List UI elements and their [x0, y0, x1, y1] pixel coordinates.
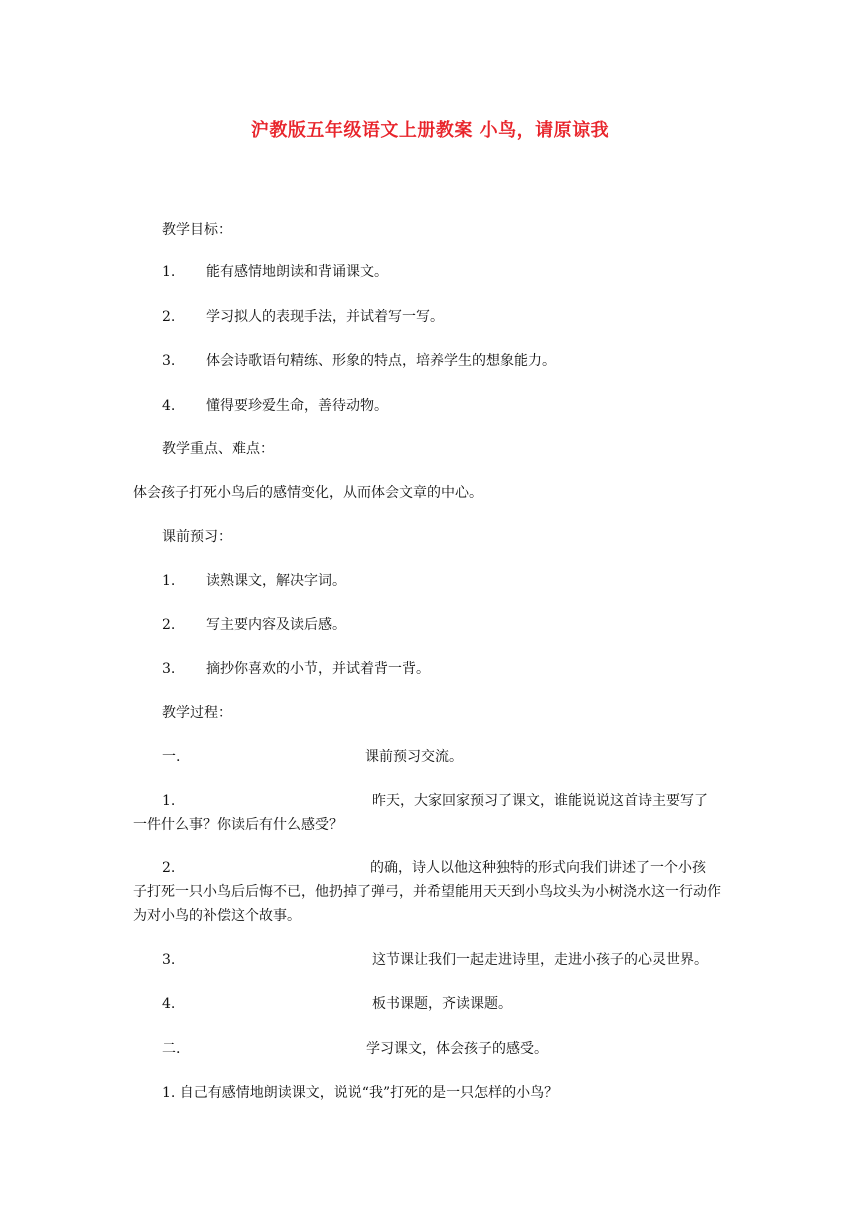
key-points-text: 体会孩子打死小鸟后的感情变化，从而体会文章的中心。	[133, 485, 483, 501]
preview-number: 2.	[162, 617, 176, 633]
section-one-item-text: 的确，诗人以他这种独特的形式向我们讲述了一个小孩	[370, 860, 706, 876]
document-title: 沪教版五年级语文上册教案 小鸟，请原谅我	[250, 120, 610, 141]
preview-number: 3.	[162, 661, 176, 677]
section-one-number: 一.	[162, 749, 181, 765]
objective-text: 能有感情地朗读和背诵课文。	[206, 264, 388, 280]
preview-number: 1.	[162, 573, 176, 589]
section-one-item-number: 1.	[162, 793, 176, 809]
section-one-item-number: 4.	[162, 996, 176, 1012]
section-one-item-text: 这节课让我们一起走进诗里，走进小孩子的心灵世界。	[372, 952, 708, 968]
objective-text: 懂得要珍爱生命，善待动物。	[206, 398, 388, 414]
key-points-heading: 教学重点、难点：	[162, 441, 274, 457]
objective-text: 学习拟人的表现手法，并试着写一写。	[206, 309, 444, 325]
section-one-item-text: 昨天，大家回家预习了课文，谁能说说这首诗主要写了	[372, 793, 708, 809]
preview-heading: 课前预习：	[162, 529, 232, 545]
section-one-item-continuation: 一件什么事？你读后有什么感受？	[133, 817, 343, 833]
objective-text: 体会诗歌语句精练、形象的特点，培养学生的想象能力。	[206, 353, 556, 369]
section-one-item-number: 3.	[162, 952, 176, 968]
objective-number: 1.	[162, 264, 176, 280]
section-one-item-text: 板书课题，齐读课题。	[372, 996, 512, 1012]
section-one-item-number: 2.	[162, 860, 176, 876]
section-two-title: 学习课文，体会孩子的感受。	[366, 1041, 548, 1057]
preview-text: 写主要内容及读后感。	[206, 617, 346, 633]
section-two-number: 二.	[162, 1041, 181, 1057]
preview-text: 摘抄你喜欢的小节，并试着背一背。	[206, 661, 430, 677]
section-one-title: 课前预习交流。	[365, 749, 463, 765]
objective-number: 4.	[162, 398, 176, 414]
section-two-item: 1. 自己有感情地朗读课文，说说“我”打死的是一只怎样的小鸟？	[162, 1085, 559, 1101]
preview-text: 读熟课文，解决字词。	[206, 573, 346, 589]
objective-number: 2.	[162, 309, 176, 325]
objective-number: 3.	[162, 353, 176, 369]
section-one-item-continuation: 子打死一只小鸟后后悔不已，他扔掉了弹弓，并希望能用天天到小鸟坟头为小树浇水这一行动作为对小鸟的补偿这个故事。	[133, 884, 721, 924]
objectives-heading: 教学目标：	[162, 222, 232, 238]
process-heading: 教学过程：	[162, 705, 232, 721]
